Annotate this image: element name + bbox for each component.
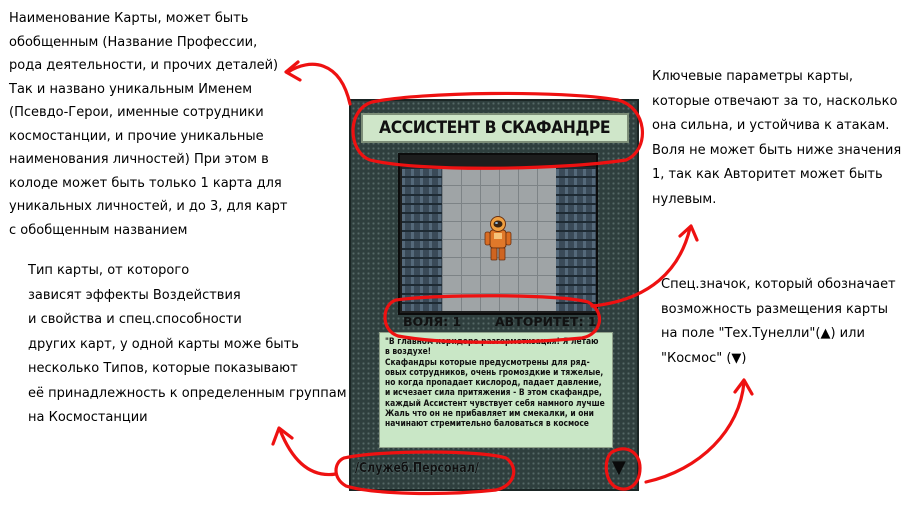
space-placement-icon: ▼ xyxy=(612,457,626,478)
symbol-highlight-ellipse xyxy=(606,449,640,489)
card-symbol-note: Спец.значок, который обозначает возможность размещения карты на поле "Тех.Тунелли"(▲) или "Космос" (▼) xyxy=(661,277,896,366)
card-text-line: "В главном коридоре разгерметизация! Я летаю xyxy=(385,336,599,346)
card-type-label: /Служеб.Персонал/ xyxy=(355,461,479,476)
card-text-line: но когда пропадает кислород, падает давление, xyxy=(385,377,602,388)
title-arrow-icon xyxy=(288,64,350,104)
card-type-note: Тип карты, от которого зависят эффекты Воздействия и свойства и спец.способности других карт, у одной карты може быть несколько Типов, которые показывают её принадлежность к определенным группам на Космостанции xyxy=(28,263,347,425)
stats-highlight-ellipse xyxy=(385,296,599,343)
card-stats-note: Ключевые параметры карты, которые отвечают за то, насколько она сильна, и устойчива к атакам. Воля не может быть ниже значения 1, так как Авторитет может быть нулевым. xyxy=(652,69,902,207)
authority-stat: АВТОРИТЕТ: 1 xyxy=(495,314,597,329)
card-text-line: овых сотрудников, очень громоздкие и тяжелые, xyxy=(385,366,604,377)
card-text-line: Жаль что он не прибавляет им смекалки, и они xyxy=(385,408,594,419)
card-title: АССИСТЕНТ В СКАФАНДРЕ xyxy=(379,118,611,138)
card-text-line: начинают стремительно баловаться в космосе xyxy=(385,418,589,429)
title-highlight-ellipse xyxy=(353,93,642,168)
card-text-line: Скафандры которые предусмотрены для ряд- xyxy=(385,356,590,367)
will-stat: ВОЛЯ: 1 xyxy=(403,314,462,329)
card-text-line: каждый Ассистент чувствует себя намного лучше xyxy=(385,397,605,408)
card-text-line: и исчезает сила притяжения - В этом скафандре, xyxy=(385,387,602,398)
stats-arrow-icon xyxy=(592,228,690,306)
card-name-note: Наименование Карты, может быть обобщенным (Название Профессии, рода деятельности, и прочих деталей) Так и названо уникальным Именем (Псевдо-Герои, именные сотрудники космостанции, и прочие уникальные наименования личностей) При этом в колоде может быть только 1 карта для уникальных личностей, и до 3, для карт с обобщенным названием xyxy=(9,11,288,238)
symbol-arrow-icon xyxy=(646,382,744,482)
card-text-line: в воздухе! xyxy=(385,346,432,357)
type-highlight-ellipse xyxy=(336,452,514,493)
